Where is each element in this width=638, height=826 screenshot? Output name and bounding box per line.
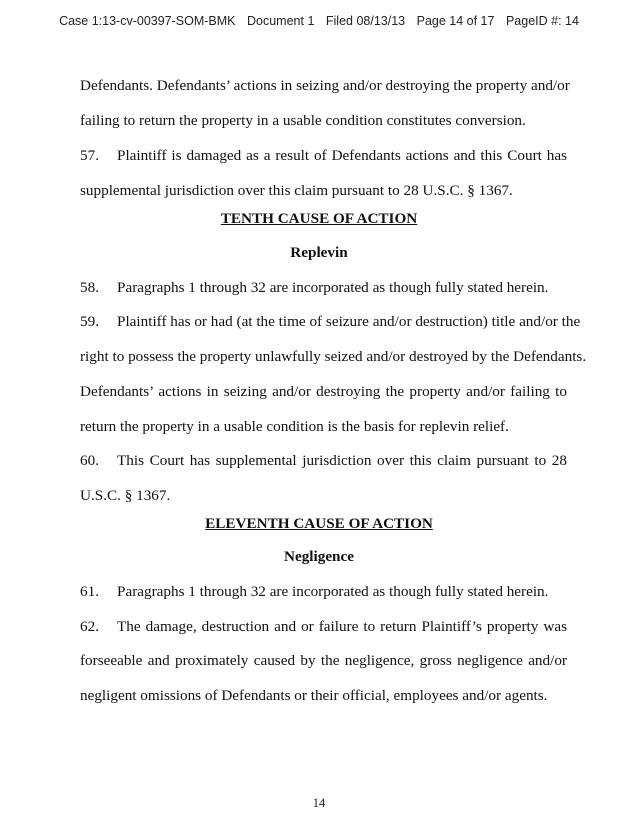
paragraph-number: 57. bbox=[80, 147, 99, 164]
paragraph-text: The damage, destruction and or failure to return Plaintiff’s property was bbox=[117, 618, 567, 635]
paragraph-text: This Court has supplemental jurisdiction over this claim pursuant to 28 bbox=[117, 452, 567, 469]
body-line: U.S.C. § 1367. bbox=[80, 487, 171, 504]
case-number: Case 1:13-cv-00397-SOM-BMK bbox=[59, 14, 236, 28]
court-filing-header bbox=[0, 14, 638, 28]
paragraph-62-line bbox=[80, 619, 567, 635]
paragraph-text: Paragraphs 1 through 32 are incorporated as though fully stated herein. bbox=[117, 583, 549, 600]
paragraph-number: 62. bbox=[80, 618, 99, 635]
paragraph-text: Paragraphs 1 through 32 are incorporated as though fully stated herein. bbox=[117, 279, 549, 296]
paragraph-text: Plaintiff has or had (at the time of seizure and/or destruction) title and/or the bbox=[117, 313, 581, 330]
paragraph-60-line bbox=[80, 453, 567, 469]
page-count: Page 14 of 17 bbox=[416, 14, 495, 28]
paragraph-number: 59. bbox=[80, 313, 99, 330]
page-id: PageID #: 14 bbox=[505, 14, 579, 28]
document-number: Document 1 bbox=[247, 14, 315, 28]
paragraph-text: Plaintiff is damaged as a result of Defendants actions and this Court has bbox=[117, 147, 567, 164]
filed-date: Filed 08/13/13 bbox=[325, 14, 406, 28]
paragraph-58-line bbox=[80, 280, 567, 296]
body-line: forseeable and proximately caused by the negligence, gross negligence and/or bbox=[80, 652, 567, 669]
paragraph-number: 58. bbox=[80, 279, 99, 296]
body-line: right to possess the property unlawfully seized and/or destroyed by the Defendants. bbox=[80, 348, 587, 365]
section-subheading: Replevin bbox=[290, 244, 348, 261]
body-line: Defendants. Defendants’ actions in seizing and/or destroying the property and/or bbox=[80, 77, 570, 94]
section-heading: ELEVENTH CAUSE OF ACTION bbox=[205, 515, 433, 532]
section-subheading: Negligence bbox=[283, 548, 354, 565]
body-line: failing to return the property in a usable condition constitutes conversion. bbox=[80, 112, 526, 129]
body-line: negligent omissions of Defendants or their official, employees and/or agents. bbox=[80, 687, 548, 704]
body-line: Defendants’ actions in seizing and/or destroying the property and/or failing to bbox=[80, 383, 567, 400]
body-line: return the property in a usable condition is the basis for replevin relief. bbox=[80, 418, 509, 435]
page-number: 14 bbox=[312, 796, 326, 810]
paragraph-number: 60. bbox=[80, 452, 99, 469]
paragraph-57-line bbox=[80, 148, 567, 164]
paragraph-number: 61. bbox=[80, 583, 99, 600]
paragraph-59-line bbox=[80, 313, 581, 330]
body-line: supplemental jurisdiction over this claim pursuant to 28 U.S.C. § 1367. bbox=[80, 182, 513, 199]
section-heading: TENTH CAUSE OF ACTION bbox=[220, 210, 418, 227]
paragraph-61-line bbox=[80, 584, 567, 600]
